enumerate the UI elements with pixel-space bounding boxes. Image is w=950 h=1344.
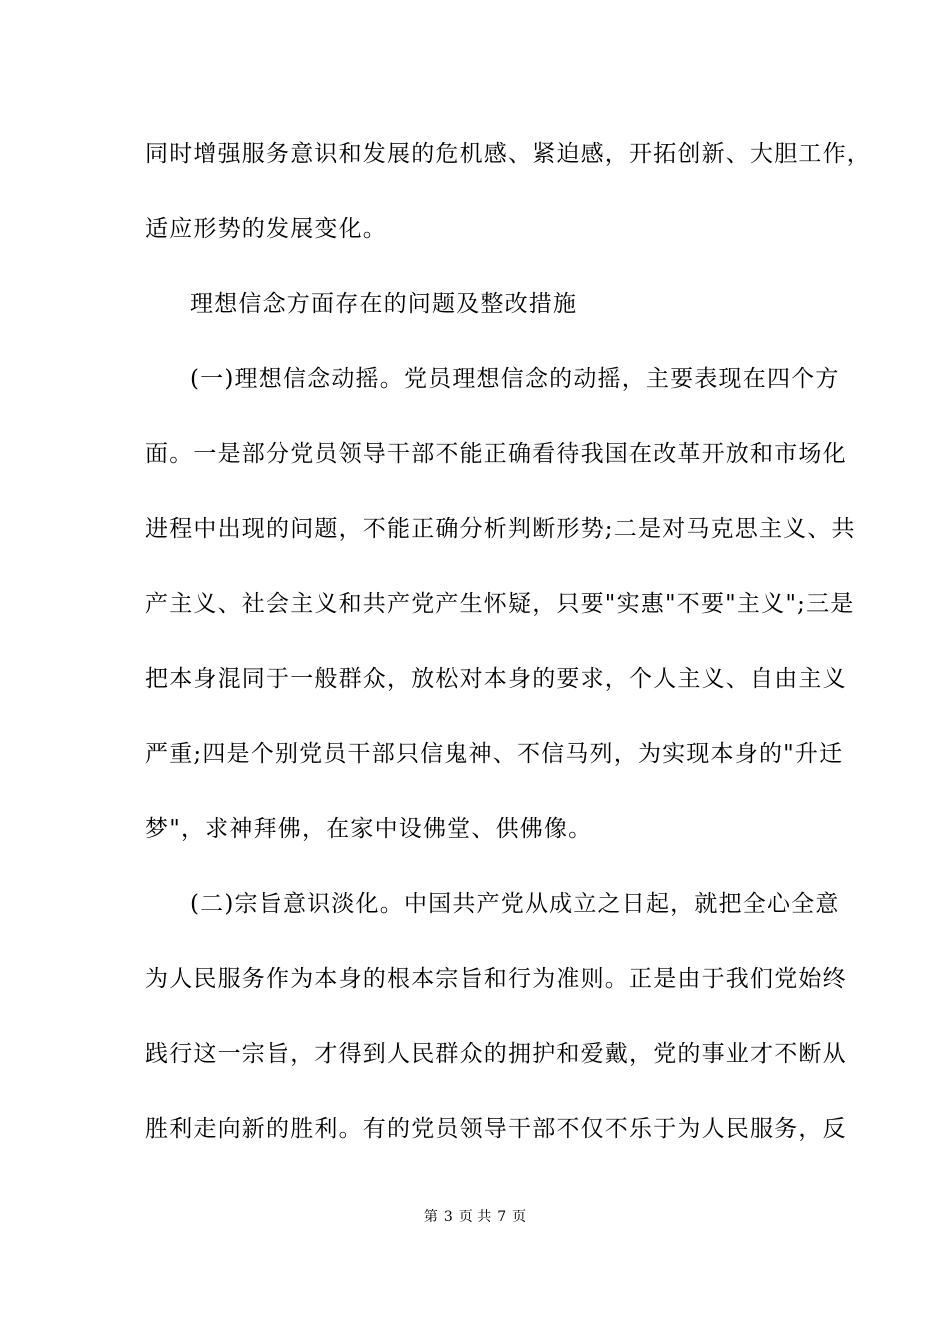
text-line: 践行这一宗旨，才得到人民群众的拥护和爱戴，党的事业才不断从 — [145, 1041, 847, 1067]
text-line: 适应形势的发展变化。 — [145, 216, 387, 242]
text-line: (一)理想信念动摇。党员理想信念的动摇，主要表现在四个方 — [190, 366, 840, 392]
current-page-number: 3 — [443, 1209, 453, 1225]
footer-middle: 页 共 — [458, 1209, 492, 1225]
section-heading: 理想信念方面存在的问题及整改措施 — [190, 291, 578, 317]
text-line: 严重;四是个别党员干部只信鬼神、不信马列，为实现本身的"升迁 — [145, 741, 844, 767]
text-line: 面。一是部分党员领导干部不能正确看待我国在改革开放和市场化 — [145, 441, 847, 467]
total-pages-number: 7 — [497, 1209, 507, 1225]
text-line: 同时增强服务意识和发展的危机感、紧迫感，开拓创新、大胆工作， — [145, 141, 871, 167]
text-line: (二)宗旨意识淡化。中国共产党从成立之日起，就把全心全意 — [190, 891, 840, 917]
text-line: 把本身混同于一般群众，放松对本身的要求，个人主义、自由主义 — [145, 666, 847, 692]
text-line: 进程中出现的问题，不能正确分析判断形势;二是对马克思主义、共 — [145, 516, 856, 542]
page-footer — [0, 1208, 950, 1226]
text-line: 胜利走向新的胜利。有的党员领导干部不仅不乐于为人民服务，反 — [145, 1116, 847, 1142]
text-line: 产主义、社会主义和共产党产生怀疑，只要"实惠"不要"主义";三是 — [145, 591, 855, 617]
text-line: 为人民服务作为本身的根本宗旨和行为准则。正是由于我们党始终 — [145, 966, 847, 992]
footer-prefix: 第 — [423, 1209, 438, 1225]
footer-suffix: 页 — [512, 1209, 527, 1225]
text-line: 梦"，求神拜佛，在家中设佛堂、供佛像。 — [145, 816, 593, 842]
